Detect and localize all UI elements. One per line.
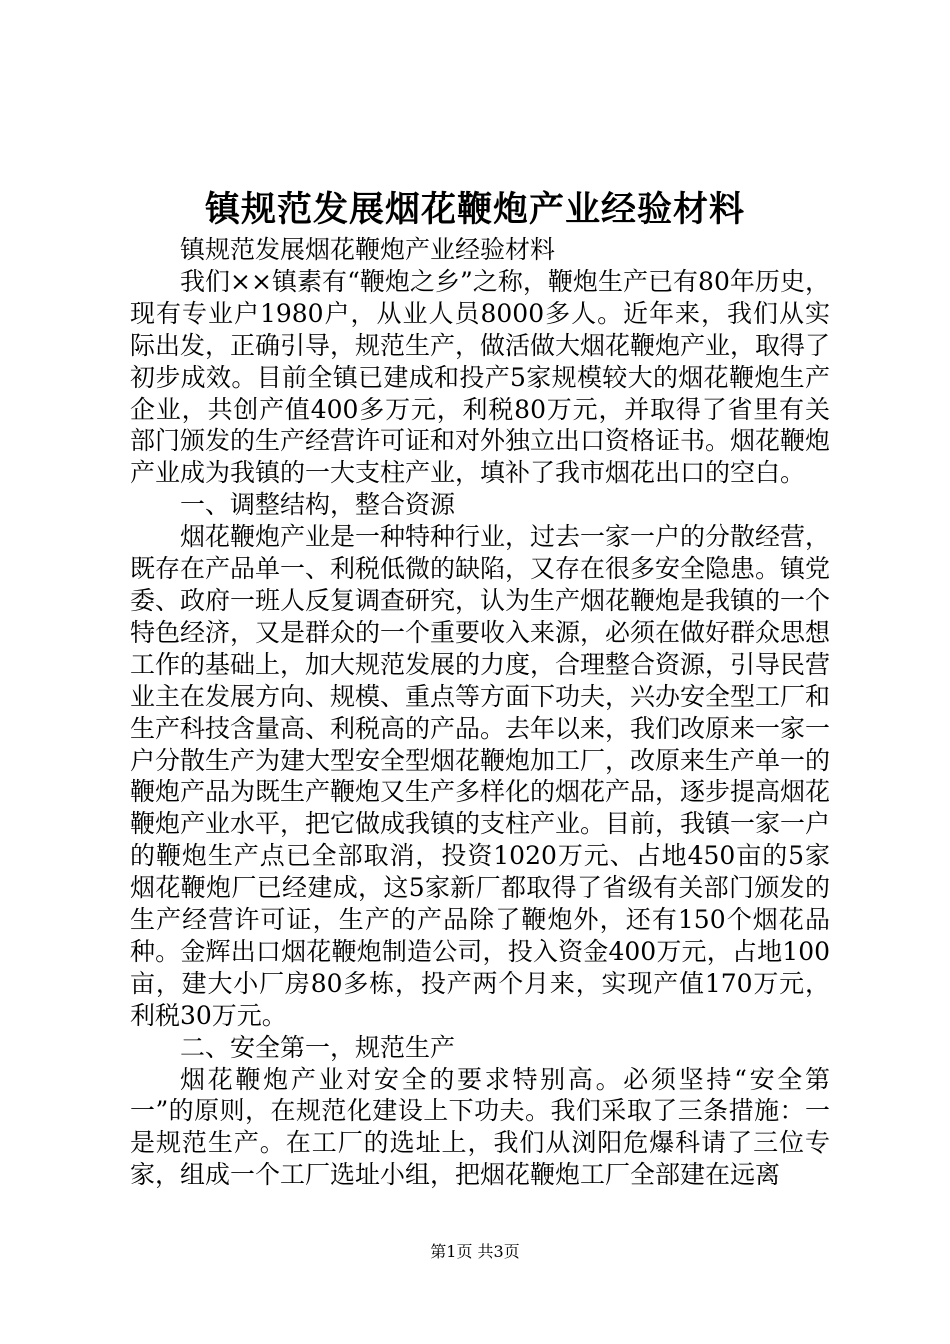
document-title: 镇规范发展烟花鞭炮产业经验材料: [204, 189, 745, 230]
section-heading-1: 一、调整结构，整合资源: [180, 490, 456, 520]
page-number-footer: 第1页 共3页: [430, 1242, 520, 1261]
paragraph-section-1: 烟花鞭炮产业是一种特种行业，过去一家一户的分散经营，既存在产品单一、利税低微的缺陷，又存在很多安全隐患。镇党委、政府一班人反复调查研究，认为生产烟花鞭炮是我镇的一个特色经济，又是群众的一个重要收入来源，必须在做好群众思想工作的基础上，加大规范发展的力度，合理整合资源，引导民营业主在发展方向、规模、重点等方面下功夫，兴办安全型工厂和生产科技含量高、利税高的产品。去年以来，我们改原来一家一户分散生产为建大型安全型烟花鞭炮加工厂，改原来生产单一的鞭炮产品为既生产鞭炮又生产多样化的烟花产品，逐步提高烟花鞭炮产业水平，把它做成我镇的支柱产业。目前，我镇一家一户的鞭炮生产点已全部取消，投资1020万元、占地450亩的5家烟花鞭炮厂已经建成，这5家新厂都取得了省级有关部门颁发的生产经营许可证，生产的产品除了鞭炮外，还有150个烟花品种。金辉出口烟花鞭炮制造公司，投入资金400万元，占地100亩，建大小厂房80多栋，投产两个月来，实现产值170万元，利税30万元。: [130, 522, 831, 1030]
section-heading-2: 二、安全第一，规范生产: [180, 1032, 456, 1062]
paragraph-section-2: 烟花鞭炮产业对安全的要求特别高。必须坚持“安全第一”的原则，在规范化建设上下功夫。我们采取了三条措施：一是规范生产。在工厂的选址上，我们从浏阳危爆科请了三位专家，组成一个工厂选址小组，把烟花鞭炮工厂全部建在远离: [130, 1064, 830, 1190]
document-body: [130, 234, 830, 1191]
paragraph-subtitle: 镇规范发展烟花鞭炮产业经验材料: [180, 235, 556, 264]
paragraph-intro: 我们××镇素有“鞭炮之乡”之称，鞭炮生产已有80年历史，现有专业户1980户，从业人员8000多人。近年来，我们从实际出发，正确引导，规范生产，做活做大烟花鞭炮产业，取得了初步成效。目前全镇已建成和投产5家规模较大的烟花鞭炮生产企业，共创产值400多万元，利税80万元，并取得了省里有关部门颁发的生产经营许可证和对外独立出口资格证书。烟花鞭炮产业成为我镇的一大支柱产业，填补了我市烟花出口的空白。: [130, 266, 831, 488]
